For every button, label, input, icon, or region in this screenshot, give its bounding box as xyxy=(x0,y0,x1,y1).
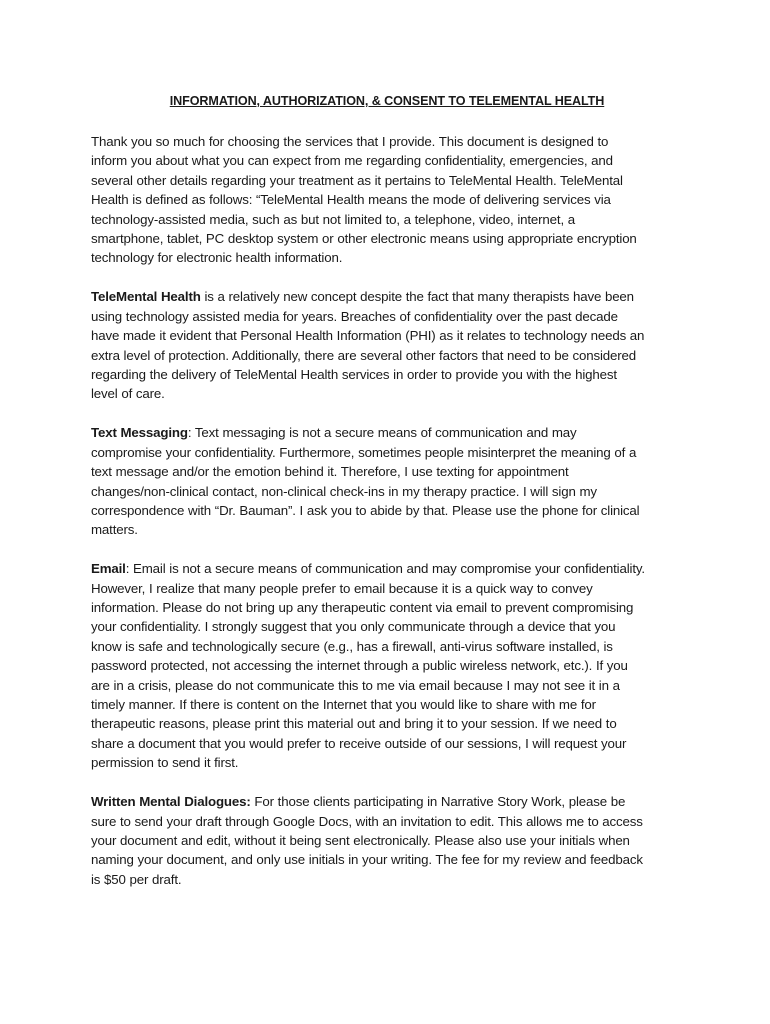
paragraph-line: compromise your confidentiality. Furthermore, sometimes people misinterpret the meaning of a xyxy=(91,444,637,460)
paragraph-line: your confidentiality. I strongly suggest that you only communicate through a device that you xyxy=(91,619,616,635)
paragraph-line: regarding the delivery of TeleMental Health services in order to provide you with the highest xyxy=(91,366,617,382)
paragraph-line: text message and/or the emotion behind it. Therefore, I use texting for appointment xyxy=(91,464,569,480)
paragraph-line: level of care. xyxy=(91,386,165,402)
paragraph-line: therapeutic reasons, please print this material out and bring it to your session. If we need to xyxy=(91,716,617,732)
text-messaging-paragraph xyxy=(91,423,683,539)
paragraph-first-line xyxy=(91,287,683,306)
paragraph-line: using technology assisted media for years. Breaches of confidentiality over the past decade xyxy=(91,308,618,324)
paragraph-line: correspondence with “Dr. Bauman”. I ask you to abide by that. Please use the phone for clinical xyxy=(91,502,640,518)
intro-line: inform you about what you can expect from me regarding confidentiality, emergencies, and xyxy=(91,153,613,169)
intro-line: technology-assisted media, such as but not limited to, a telephone, video, internet, a xyxy=(91,211,575,227)
section-heading: Text Messaging xyxy=(91,425,188,441)
paragraph-line: password protected, not accessing the internet through a public wireless network, etc.). If you xyxy=(91,658,628,674)
section-first-line-text: is a relatively new concept despite the fact that many therapists have been xyxy=(200,289,634,305)
intro-line: technology for electronic health information. xyxy=(91,250,343,266)
section-heading: Written Mental Dialogues: xyxy=(91,794,251,810)
intro-line: Health is defined as follows: “TeleMental Health means the mode of delivering services via xyxy=(91,192,611,208)
paragraph-line: know is safe and technologically secure (e.g., has a firewall, anti-virus software installed, is xyxy=(91,638,613,654)
paragraph-line: share a document that you would prefer to receive outside of our sessions, I will request your xyxy=(91,735,627,751)
paragraph-line: have made it evident that Personal Health Information (PHI) as it relates to technology needs an xyxy=(91,328,645,344)
telemental-health-paragraph xyxy=(91,287,683,403)
document-page xyxy=(91,92,683,909)
intro-line: several other details regarding your treatment as it pertains to TeleMental Health. TeleMental xyxy=(91,172,623,188)
section-heading: Email xyxy=(91,561,126,577)
paragraph-line: sure to send your draft through Google Docs, with an invitation to edit. This allows me to access xyxy=(91,813,643,829)
paragraph-line: permission to send it first. xyxy=(91,755,239,771)
section-first-line-text: : Email is not a secure means of communication and may compromise your confidentiality. xyxy=(125,561,645,577)
paragraph-line: matters. xyxy=(91,522,138,538)
paragraph-line: changes/non-clinical contact, non-clinical check-ins in my therapy practice. I will sign my xyxy=(91,483,597,499)
document-title: INFORMATION, AUTHORIZATION, & CONSENT TO TELEMENTAL HEALTH xyxy=(169,94,605,108)
paragraph-first-line xyxy=(91,559,683,578)
section-first-line-text: : Text messaging is not a secure means of communication and may xyxy=(187,425,577,441)
paragraph-first-line xyxy=(91,423,683,442)
intro-line: Thank you so much for choosing the services that I provide. This document is designed to xyxy=(91,134,609,149)
paragraph-line: extra level of protection. Additionally, there are several other factors that need to be considered xyxy=(91,347,637,363)
paragraph-line: your document and edit, without it being sent electronically. Please also use your initials when xyxy=(91,833,630,848)
email-paragraph xyxy=(91,559,683,772)
section-first-line-text: For those clients participating in Narrative Story Work, please be xyxy=(250,794,626,810)
paragraph-line: However, I realize that many people prefer to email because it is a quick way to convey xyxy=(91,580,593,596)
paragraph-line: information. Please do not bring up any therapeutic content via email to prevent compromising xyxy=(91,600,634,616)
intro-line: smartphone, tablet, PC desktop system or other electronic means using appropriate encryption xyxy=(91,231,637,247)
paragraph-line: timely manner. If there is content on the Internet that you would like to share with me for xyxy=(91,697,596,713)
paragraph-line: naming your document, and only use initials in your writing. The fee for my review and feedback xyxy=(91,852,643,868)
paragraph-line: is $50 per draft. xyxy=(91,871,182,887)
intro-paragraph xyxy=(91,132,683,268)
section-heading: TeleMental Health xyxy=(91,289,201,305)
written-mental-dialogues-paragraph xyxy=(91,792,683,889)
paragraph-line: are in a crisis, please do not communicate this to me via email because I may not see it in a xyxy=(91,677,620,693)
paragraph-first-line xyxy=(91,792,683,811)
